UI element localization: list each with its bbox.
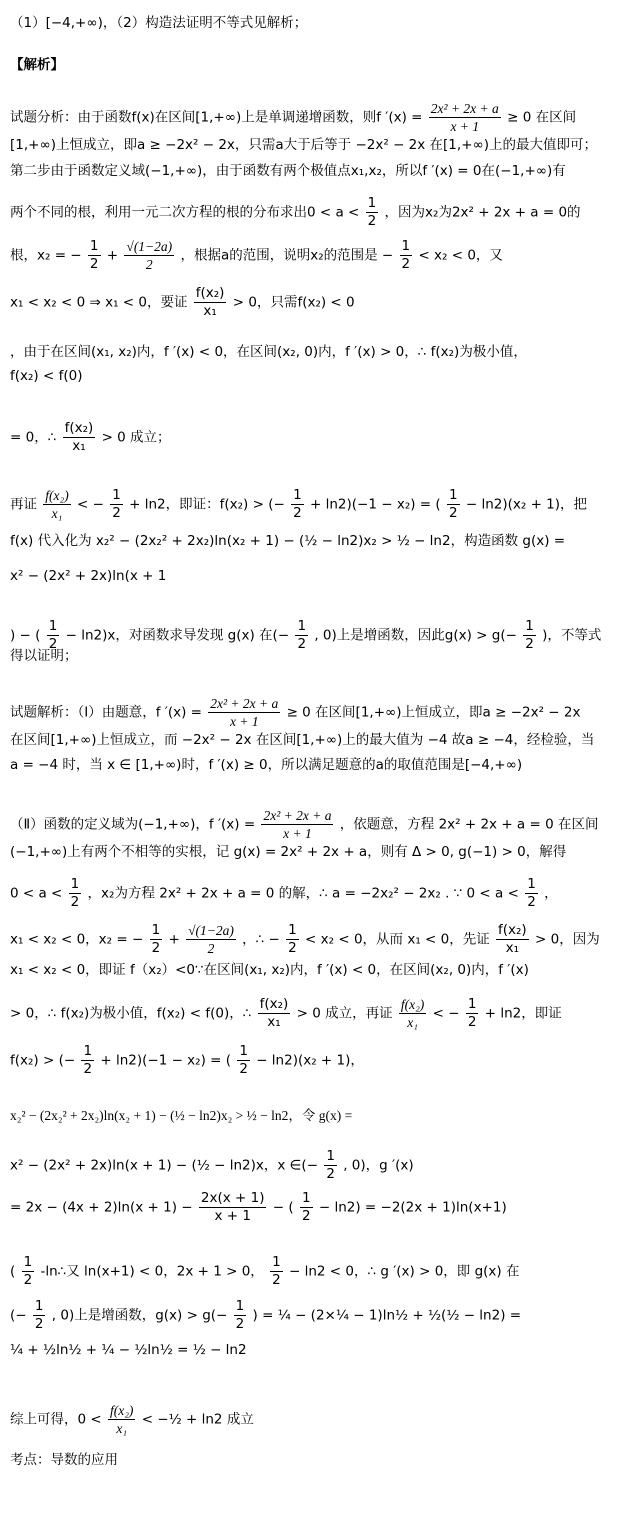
denominator: x + 1	[229, 714, 259, 729]
denominator: 2	[48, 636, 58, 652]
text-segment: f(x₂) > (−	[10, 1052, 76, 1069]
fraction	[399, 996, 426, 1031]
text-segment: ，	[544, 885, 558, 902]
text-segment: > 0 成立；	[101, 429, 171, 446]
text-segment: < −	[432, 1005, 460, 1022]
denominator: 2	[467, 1014, 477, 1030]
solution-line-1	[10, 695, 580, 730]
text-segment: , 0)上是增函数，g(x) > g(−	[51, 1307, 228, 1324]
fraction	[237, 1043, 250, 1078]
text-segment: )，不等式	[542, 627, 602, 644]
text-segment: > 0，因为	[535, 931, 600, 948]
denominator: 2	[448, 505, 458, 521]
numerator: f(x₂)	[400, 997, 425, 1012]
denominator: 2	[83, 1061, 93, 1077]
text-segment: > 0，只需f(x₂) < 0	[232, 294, 355, 311]
denominator: x₁	[203, 303, 217, 319]
text-segment: 试题分析：由于函数f(x)在区间[1,+∞)上是单调递增函数，则f ′(x) =	[10, 109, 423, 126]
numerator: 1	[239, 1043, 248, 1059]
text-segment: -ln∴又 ln(x+1) < 0，2x + 1 > 0，	[40, 1263, 264, 1280]
denominator: 2	[207, 941, 215, 956]
fraction	[366, 195, 379, 230]
analysis-line-5	[10, 238, 503, 273]
numerator: 1	[448, 487, 458, 503]
solution-line-3: a = −4 时，当 x ∈ [1,+∞)时，f ′(x) ≥ 0，所以满足题意的a的取值范围是[−4,+∞)	[10, 757, 523, 773]
fraction	[523, 618, 536, 653]
numerator: 1	[70, 876, 80, 892]
numerator: 1	[83, 1043, 93, 1059]
text-segment: 0 < a <	[10, 885, 63, 902]
denominator: 2	[239, 1061, 248, 1077]
fraction	[199, 1190, 267, 1225]
text-segment: − ln2 < 0，∴ g ′(x) > 0，即 g(x) 在	[288, 1263, 520, 1280]
summary-line	[10, 1402, 254, 1437]
solution-line-11: x₂² − (2x₂² + 2x₂)ln(x₂ + 1) − (½ − ln2)x₂ > ½ − ln2，令 g(x) =	[10, 1108, 353, 1123]
answer-line: （1）[−4,+∞)，（2）构造法证明不等式见解析；	[10, 15, 308, 31]
text-segment: x₁ < x₂ < 0，x₂ = −	[10, 931, 144, 948]
fraction	[324, 1148, 337, 1183]
denominator: 2	[70, 894, 80, 910]
analysis-line-12: x² − (2x² + 2x)ln(x + 1	[10, 568, 167, 584]
fraction	[300, 1190, 313, 1225]
text-segment: ，依题意，方程 2x² + 2x + a = 0 在区间	[339, 816, 599, 833]
fraction	[22, 1254, 35, 1289]
fraction	[466, 996, 479, 1031]
text-segment: 根，x₂ = −	[10, 247, 82, 264]
denominator: 2	[145, 257, 153, 272]
text-segment: ，x₂为方程 2x² + 2x + a = 0 的解，∴ a = −2x₂² − 2x₂ . ∵ 0 < a <	[87, 885, 519, 902]
numerator: f(x₂)	[64, 420, 94, 436]
topic-line: 考点：导数的应用	[10, 1452, 118, 1468]
numerator: 1	[527, 876, 536, 892]
text-segment: < x₂ < 0，从而 x₁ < 0，先证	[305, 931, 490, 948]
numerator: √(1−2a)	[188, 923, 234, 938]
numerator: 2x² + 2x + a	[430, 101, 499, 116]
numerator: 1	[48, 618, 58, 634]
text-segment: + ln2，即证	[484, 1005, 562, 1022]
solution-line-15	[10, 1298, 521, 1333]
numerator: f(x₂)	[195, 285, 225, 301]
fraction	[33, 1298, 46, 1333]
numerator: 1	[112, 487, 121, 503]
analysis-line-8: f(x₂) < f(0)	[10, 368, 83, 384]
text-segment: +	[106, 247, 119, 264]
numerator: 1	[235, 1298, 245, 1314]
analysis-line-10	[10, 487, 587, 522]
fraction	[525, 876, 538, 911]
text-segment: = 2x − (4x + 2)ln(x + 1) −	[10, 1199, 193, 1216]
numerator: 1	[467, 996, 477, 1012]
solution-line-6	[10, 876, 558, 911]
denominator: x₁	[116, 1421, 128, 1436]
fraction	[63, 420, 96, 455]
text-segment: + ln2，即证：f(x₂) > (−	[129, 496, 285, 513]
denominator: 2	[272, 1272, 281, 1288]
text-segment: ) − (	[10, 627, 41, 644]
denominator: 2	[401, 256, 411, 272]
text-segment: ≥ 0 在区间	[507, 109, 577, 126]
fraction	[186, 922, 236, 957]
text-segment: + ln2)(−1 − x₂) = (	[100, 1052, 232, 1069]
analysis-line-14: 得以证明；	[10, 648, 78, 664]
denominator: 2	[89, 256, 99, 272]
analysis-line-6	[10, 285, 355, 320]
analysis-line-1	[10, 100, 576, 135]
text-segment: ) = ¼ − (2×¼ − 1)ln½ + ½(½ − ln2) =	[252, 1307, 522, 1324]
text-segment: − ln2) = −2(2x + 1)ln(x+1)	[318, 1199, 507, 1216]
fraction	[429, 100, 501, 135]
solution-line-4	[10, 807, 598, 842]
fraction	[234, 1298, 247, 1333]
numerator: 2x² + 2x + a	[263, 808, 332, 823]
solution-line-16: ¼ + ½ln½ + ¼ − ½ln½ = ½ − ln2	[10, 1342, 247, 1358]
text-segment: (	[10, 1263, 16, 1280]
fraction	[81, 1043, 94, 1078]
analysis-line-4	[10, 195, 581, 230]
text-segment: < x₂ < 0，又	[418, 247, 503, 264]
numerator: f(x₂)	[259, 996, 289, 1012]
text-segment: , 0)，g ′(x)	[343, 1157, 414, 1174]
denominator: 2	[288, 940, 297, 956]
solution-line-12	[10, 1148, 414, 1183]
numerator: 2x(x + 1)	[200, 1190, 265, 1206]
fraction	[88, 238, 101, 273]
text-segment: > 0 成立，再证	[296, 1005, 393, 1022]
numerator: 1	[34, 1298, 44, 1314]
text-segment: 再证	[10, 496, 37, 513]
analysis-line-11: f(x) 代入化为 x₂² − (2x₂² + 2x₂)ln(x₂ + 1) − (½ − ln2)x₂ > ½ − ln2，构造函数 g(x) =	[10, 533, 566, 549]
text-segment: − ln2)(x₂ + 1)，	[256, 1052, 364, 1069]
denominator: x + 1	[214, 1208, 251, 1224]
text-segment: < −½ + ln2 成立	[141, 1411, 254, 1428]
numerator: 1	[23, 1254, 33, 1270]
denominator: 2	[112, 505, 121, 521]
text-segment: 综上可得，0 <	[10, 1411, 102, 1428]
text-segment: > 0，∴ f(x₂)为极小值，f(x₂) < f(0)，∴	[10, 1005, 252, 1022]
numerator: 1	[297, 618, 307, 634]
numerator: 1	[288, 922, 297, 938]
denominator: 2	[525, 636, 534, 652]
solution-line-7	[10, 922, 600, 957]
numerator: 1	[326, 1148, 335, 1164]
fraction	[124, 238, 174, 273]
fraction	[150, 922, 163, 957]
text-segment: ，∴ −	[242, 931, 280, 948]
fraction	[110, 487, 123, 522]
text-segment: − ln2)x，对函数求导发现 g(x) 在(−	[65, 627, 290, 644]
numerator: 1	[525, 618, 534, 634]
text-segment: − ln2)(x₂ + 1)，把	[465, 496, 588, 513]
text-segment: (−	[10, 1307, 27, 1324]
denominator: 2	[34, 1316, 44, 1332]
analysis-line-3: 第二步由于函数定义域(−1,+∞)，由于函数有两个极值点x₁,x₂，所以f ′(x) = 0在(−1,+∞)有	[10, 163, 566, 179]
denominator: 2	[326, 1166, 335, 1182]
denominator: x₁	[51, 506, 63, 521]
text-segment: x² − (2x² + 2x)ln(x + 1) − (½ − ln2)x，x ∈(−	[10, 1157, 319, 1174]
fraction	[447, 487, 460, 522]
text-segment: ≥ 0 在区间[1,+∞)上恒成立，即a ≥ −2x² − 2x	[286, 704, 581, 721]
fraction	[194, 285, 227, 320]
denominator: 2	[527, 894, 536, 910]
text-segment: （Ⅱ）函数的定义域为(−1,+∞)，f ′(x) =	[10, 816, 256, 833]
numerator: f(x₂)	[45, 488, 69, 503]
numerator: 1	[151, 922, 161, 938]
analysis-line-13	[10, 618, 601, 653]
denominator: 2	[297, 636, 307, 652]
text-segment: ，根据a的范围，说明x₂的范围是 −	[180, 247, 394, 264]
fraction	[270, 1254, 283, 1289]
fraction	[286, 922, 299, 957]
numerator: 1	[367, 195, 377, 211]
numerator: 1	[89, 238, 99, 254]
text-segment: +	[168, 931, 180, 948]
text-segment: − (	[272, 1199, 294, 1216]
text-segment: , 0)上是增函数，因此g(x) > g(−	[314, 627, 517, 644]
denominator: 2	[235, 1316, 245, 1332]
solution-line-8: x₁ < x₂ < 0，即证 f（x₂）<0∵在区间(x₁, x₂)内，f ′(x) < 0，在区间(x₂, 0)内，f ′(x)	[10, 962, 529, 978]
numerator: 1	[272, 1254, 281, 1270]
fraction	[108, 1402, 135, 1437]
text-segment: = 0，∴	[10, 429, 57, 446]
fraction	[295, 618, 308, 653]
text-segment: 两个不同的根，利用一元二次方程的根的分布求出0 < a <	[10, 204, 360, 221]
analysis-line-2: [1,+∞)上恒成立，即a ≥ −2x² − 2x，只需a大于后等于 −2x² − 2x 在[1,+∞)上的最大值即可；	[10, 137, 598, 153]
fraction	[400, 238, 413, 273]
denominator: x₁	[72, 438, 86, 454]
numerator: √(1−2a)	[126, 239, 173, 254]
denominator: 2	[23, 1272, 33, 1288]
fraction	[261, 807, 333, 842]
denominator: 2	[151, 940, 161, 956]
denominator: x₁	[267, 1014, 281, 1030]
text-segment: 试题解析：（Ⅰ）由题意，f ′(x) =	[10, 704, 202, 721]
denominator: x + 1	[450, 119, 480, 134]
solution-line-2: 在区间[1,+∞)上恒成立，而 −2x² − 2x 在区间[1,+∞)上的最大值为 −4 故a ≥ −4，经检验，当	[10, 732, 595, 748]
denominator: x₁	[407, 1015, 418, 1030]
denominator: 2	[293, 505, 302, 521]
solution-line-9	[10, 996, 562, 1031]
fraction	[496, 922, 529, 957]
text-segment: < −	[77, 496, 104, 513]
numerator: 2x² + 2x + a	[210, 696, 279, 711]
denominator: x + 1	[283, 826, 312, 841]
denominator: 2	[301, 1208, 311, 1224]
numerator: 1	[301, 1190, 311, 1206]
solution-line-14	[10, 1254, 519, 1289]
fraction	[258, 996, 291, 1031]
text-segment: + ln2)(−1 − x₂) = (	[310, 496, 441, 513]
fraction	[291, 487, 304, 522]
numerator: 1	[293, 487, 302, 503]
fraction	[69, 876, 82, 911]
fraction	[43, 487, 70, 522]
denominator: 2	[367, 213, 377, 229]
solution-line-13	[10, 1190, 507, 1225]
denominator: x₁	[505, 940, 520, 956]
analysis-line-7: ，由于在区间(x₁, x₂)内，f ′(x) < 0，在区间(x₂, 0)内，f ′(x) > 0，∴ f(x₂)为极小值，	[10, 344, 527, 360]
analysis-line-9	[10, 420, 171, 455]
numerator: f(x₂)	[110, 1403, 134, 1418]
fraction	[208, 695, 280, 730]
solution-line-10	[10, 1043, 364, 1078]
text-segment: x₁ < x₂ < 0 ⇒ x₁ < 0，要证	[10, 294, 188, 311]
text-segment: ，因为x₂为2x² + 2x + a = 0的	[384, 204, 581, 221]
section-heading: 【解析】	[10, 57, 64, 73]
numerator: f(x₂)	[498, 922, 527, 938]
solution-line-5: (−1,+∞)上有两个不相等的实根，记 g(x) = 2x² + 2x + a，则有 Δ > 0, g(−1) > 0，解得	[10, 844, 567, 860]
numerator: 1	[401, 238, 411, 254]
